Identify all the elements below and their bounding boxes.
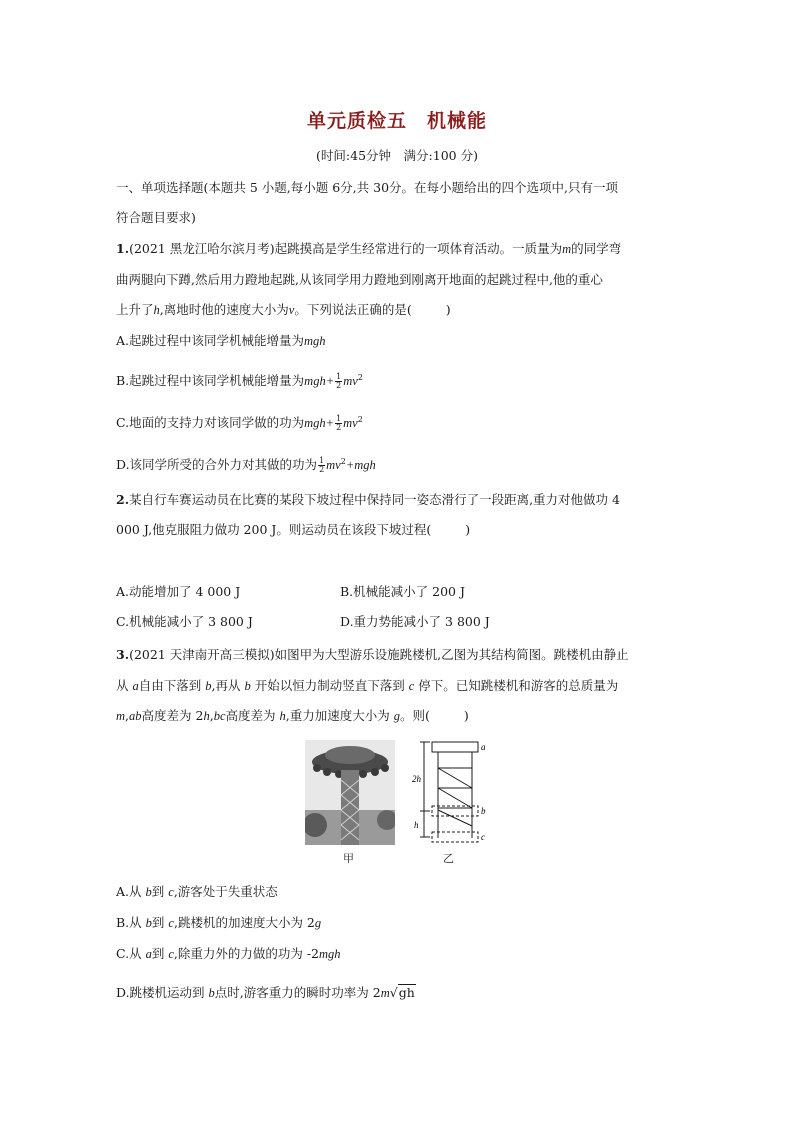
label-2h: 2h: [412, 774, 421, 784]
q2-line2: 000 J,他克服阻力做功 200 J。则运动员在该段下坡过程( ): [116, 522, 471, 537]
q1-option-d: D.该同学所受的合外力对其做的功为 $\frac{1}{2}$ $mv^2+mgh$: [116, 456, 376, 475]
q1-line2: 曲两腿向下蹲,然后用力蹬地起跳,从该同学用力蹬地到刚离开地面的起跳过程中,他的重心: [116, 272, 603, 287]
q3-option-d: D.跳楼机运动到 b点时,游客重力的瞬时功率为 2m√gh: [116, 985, 415, 1000]
q3-line2: 从 a自由下落到 b,再从 b 开始以恒力制动竖直下落到 c 停下。已知跳楼机和游客的总质量为: [116, 678, 619, 693]
q1-line1: 1.(2021 黑龙江哈尔滨月考)起跳摸高是学生经常进行的一项体育活动。一质量为m的同学弯: [116, 241, 622, 256]
q2-option-a: A.动能增加了 4 000 J: [116, 584, 241, 599]
q3-line1: 3.(2021 天津南开高三模拟)如图甲为大型游乐设施跳楼机,乙图为其结构简图。跳楼机由静止: [116, 647, 629, 662]
q2-number: 2.: [116, 492, 130, 507]
label-c: c: [481, 832, 485, 842]
q1-line3: 上升了h,离地时他的速度大小为v。下列说法正确的是( ): [116, 302, 451, 317]
exam-info: (时间:45分钟 满分:100 分): [316, 148, 478, 163]
q2-option-d: D.重力势能减小了 3 800 J: [340, 614, 490, 629]
figure-caption-yi: 乙: [443, 852, 454, 865]
q3-option-c: C.从 a到 c,除重力外的力做的功为 -2mgh: [116, 946, 341, 961]
q3-number: 3.: [116, 647, 130, 662]
q2-option-c: C.机械能减小了 3 800 J: [116, 614, 253, 629]
q2-line1: 2.某自行车赛运动员在比赛的某段下坡过程中保持同一姿态滑行了一段距离,重力对他做功 4: [116, 492, 620, 507]
q3-option-a: A.从 b到 c,游客处于失重状态: [116, 884, 278, 899]
label-a: a: [481, 742, 486, 752]
section-heading-line1: 一、单项选择题(本题共 5 小题,每小题 6分,共 30分。在每小题给出的四个选项中,只有一项: [116, 180, 619, 195]
q1-number: 1.: [116, 241, 130, 256]
q1-option-b: B.起跳过程中该同学机械能增量为mgh+ $\frac{1}{2}$ $mv^2$: [116, 372, 363, 391]
q1-option-a: A.起跳过程中该同学机械能增量为mgh: [116, 333, 326, 348]
label-b: b: [481, 806, 486, 816]
drop-tower-diagram: [408, 738, 498, 850]
q1-option-c: C.地面的支持力对该同学做的功为mgh+ $\frac{1}{2}$ $mv^2$: [116, 414, 363, 433]
page-title: 单元质检五 机械能: [306, 110, 487, 132]
q2-option-b: B.机械能减小了 200 J: [340, 584, 465, 599]
drop-tower-photo: [305, 740, 395, 845]
figure-caption-jia: 甲: [343, 852, 354, 865]
section-heading-line2: 符合题目要求): [116, 210, 196, 225]
q3-option-b: B.从 b到 c,跳楼机的加速度大小为 2g: [116, 915, 322, 930]
label-h: h: [414, 820, 419, 830]
q3-line3: m,ab高度差为 2h,bc高度差为 h,重力加速度大小为 g。则( ): [116, 708, 469, 723]
